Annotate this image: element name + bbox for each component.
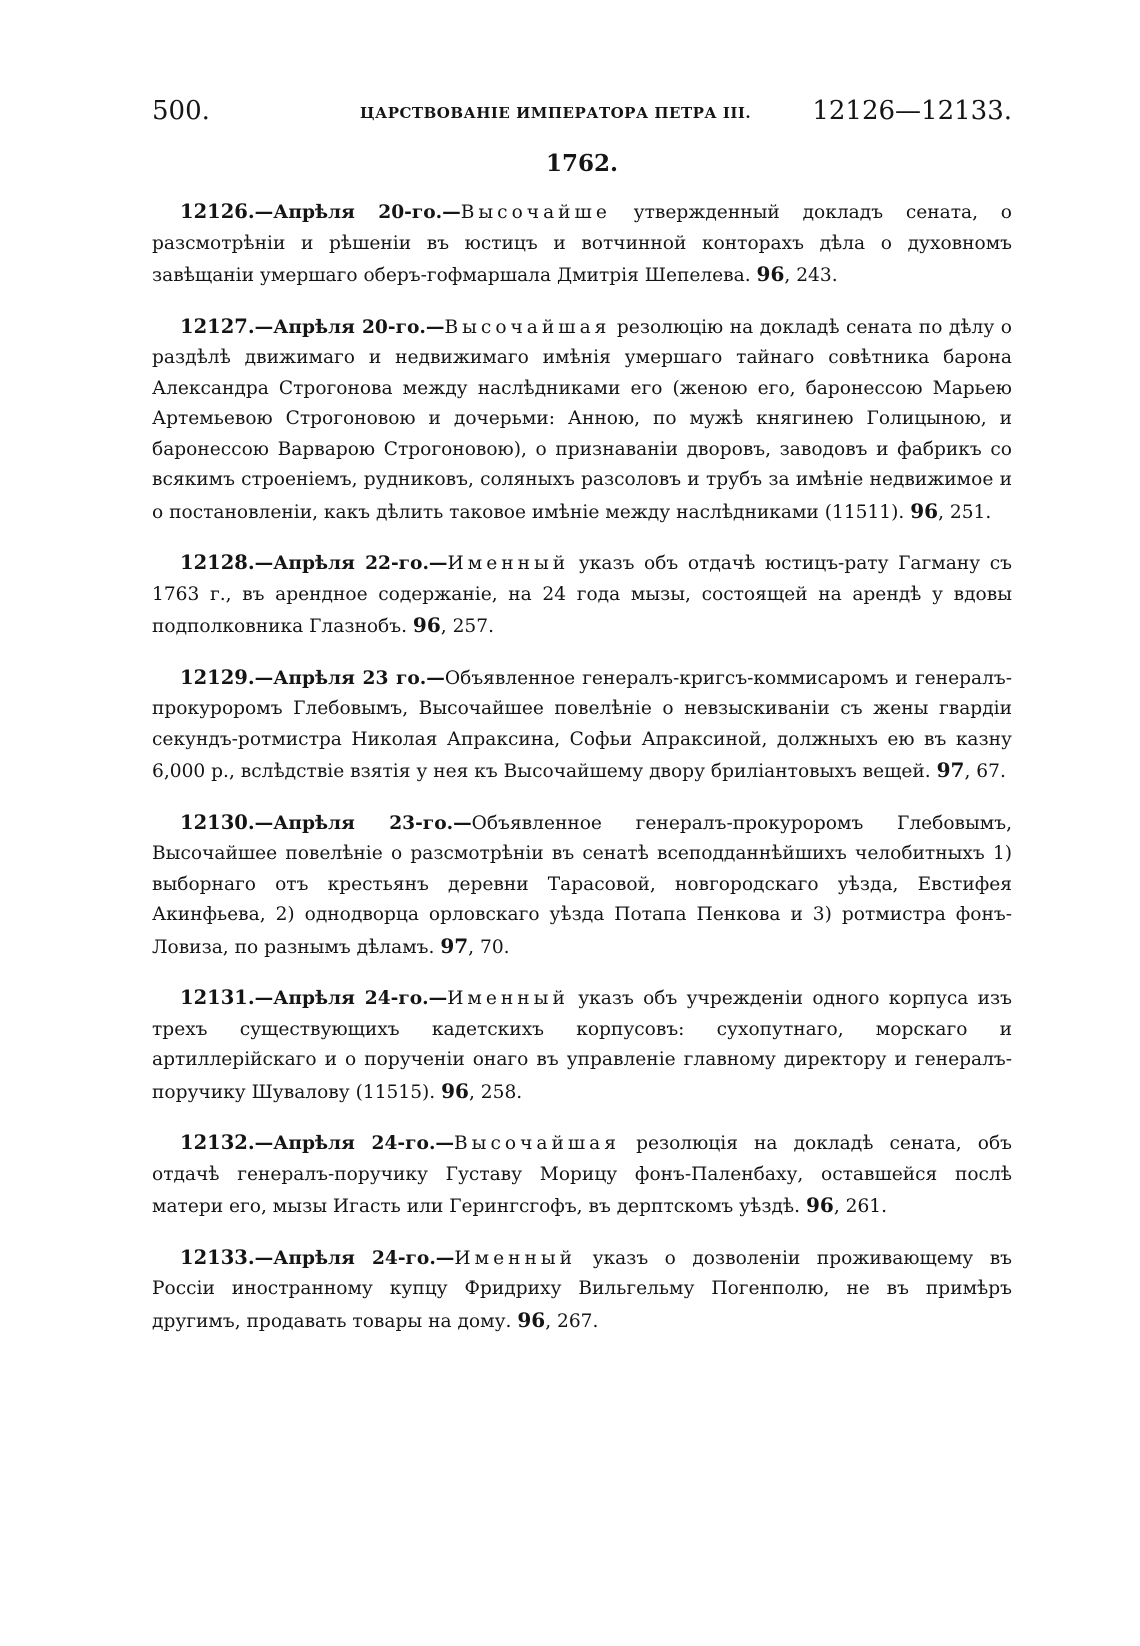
entry-date: —Апрѣля 24-го.— [254,1247,455,1269]
entry-keyword: Именный [447,553,570,574]
entry-number: 12130. [180,810,255,834]
entry-page: , 67. [964,761,1006,782]
entry-volume: 96 [517,1307,546,1332]
year-heading: 1762. [545,150,619,177]
entry-keyword: Высочайшая [454,1133,620,1154]
entry-volume: 96 [805,1193,834,1217]
entry-page: , 257. [440,616,494,637]
entry-keyword: Именный [447,988,569,1009]
entry-date: —Апрѣля 23 го.— [254,667,445,689]
entry-volume: 96 [441,1078,469,1103]
running-head [152,96,1012,136]
entry-number: 12132. [180,1131,255,1154]
page-content [152,96,1012,1357]
entry-text: указъ объ учрежденіи одного корпуса изъ трехъ существующихъ кадетскихъ корпусовъ: сухопутнаго, морскаго и артиллерійскаго и о порученіи онаго въ управленіе главному директору и генералъ-поручику Шувалову (11515). [152,988,1012,1103]
entry-12126 [152,197,1012,292]
entry-volume: 97 [440,933,469,958]
entry-12128 [152,548,1012,643]
entry-12133 [152,1243,1012,1338]
entry-12130 [152,808,1012,964]
running-title: ЦАРСТВОВАНІЕ ИМПЕРАТОРА ПЕТРА III. [360,104,752,122]
entry-text: резолюція на докладѣ сената, объ отдачѣ генералъ-поручику Густаву Морицу фонъ-Паленбаху, оставшейся послѣ матери его, мызы Игасть или Герингсгофъ, въ дерптскомъ уѣздѣ. [152,1133,1012,1217]
entry-12129 [152,663,1012,788]
entry-date: —Апрѣля 24-го.— [254,1133,455,1154]
entry-page: , 251. [938,501,992,523]
entry-text: утвержденный докладъ сената, о разсмотрѣніи и рѣшеніи въ юстицъ и вотчинной конторахъ дѣла о духовномъ завѣщаніи умершаго оберъ-гофмаршала Дмитрія Шепелева. [152,202,1012,286]
entry-number: 12131. [180,986,255,1009]
page-number: 500. [152,96,210,126]
entry-number: 12128. [180,551,255,574]
entry-volume: 96 [412,613,441,637]
entries-list [152,197,1012,1337]
entry-text: Объявленное генералъ-прокуроромъ Глебовымъ, Высочайшее повелѣніе о разсмотрѣніи въ сенатѣ всеподданнѣйшихъ челобитныхъ 1) выборнаго отъ крестьянъ деревни Тарасовой, новгородскаго уѣзда, Евстифея Акинфьева, 2) однодворца орловскаго уѣзда Потапа Пенкова и 3) ротмистра фонъ-Ловиза, по разнымъ дѣламъ. [152,812,1012,958]
entry-page: , 70. [468,936,510,958]
entry-volume: 96 [910,498,939,523]
entry-text: резолюцію на докладѣ сената по дѣлу о раздѣлѣ движимаго и недвижимаго имѣнія умершаго тайнаго совѣтника барона Александра Строгонова между наслѣдниками его (женою его, баронессою Марьею Артемьевою Строгоновою и дочерьми: Анною, по мужѣ княгинею Голицыною, и баронессою Варварою Строгоновою), о признаваніи дворовъ, заводовъ и фабрикъ со всякимъ строеніемъ, рудниковъ, соляныхъ разсоловъ и трубъ за имѣніе недвижимое и о постановленіи, какъ дѣлить таковое имѣніе между наслѣдниками (11511). [152,316,1013,523]
entry-date: —Апрѣля 20-го.— [254,202,461,223]
entry-date: —Апрѣля 20-го.— [254,316,445,338]
entry-page: , 261. [833,1196,888,1217]
entry-number: 12127. [180,314,255,338]
entry-volume: 96 [756,262,785,286]
entry-volume: 97 [936,758,965,782]
entry-keyword: Именный [454,1247,577,1269]
entry-number: 12126. [180,200,255,223]
entry-12127 [152,312,1012,529]
entry-date: —Апрѣля 22-го.— [254,553,448,574]
entry-keyword: Высочайшая [444,316,611,338]
entry-number: 12129. [180,665,255,689]
entry-page: , 243. [784,265,838,286]
entry-12131 [152,983,1012,1108]
entry-text: указъ о дозволеніи проживающему въ Россіи иностранному купцу Фридриху Вильгельму Погенполю, не въ примѣръ другимъ, продавать товары на дому. [152,1247,1012,1332]
entry-range: 12126—12133. [812,96,1012,126]
entry-date: —Апрѣля 23-го.— [254,812,472,834]
entry-12132 [152,1128,1012,1223]
entry-page: , 258. [468,1081,523,1103]
entry-keyword: Высочайше [460,202,611,223]
entry-page: , 267. [545,1310,599,1332]
entry-number: 12133. [180,1245,255,1269]
entry-date: —Апрѣля 24-го.— [254,988,448,1009]
entry-text: Объявленное генералъ-кригсъ-коммисаромъ и генералъ-прокуроромъ Глебовымъ, Высочайшее повелѣніе о невзыскиваніи съ жены гвардіи секундъ-ротмистра Николая Апраксина, Софьи Апраксиной, должныхъ ею въ казну 6,000 р., вслѣдствіе взятія у нея къ Высочайшему двору бриліантовыхъ вещей. [152,667,1012,782]
entry-text: указъ объ отдачѣ юстицъ-рату Гагману съ 1763 г., въ арендное содержаніе, на 24 года мызы, состоящей на арендѣ у вдовы подполковника Глазнобъ. [152,553,1012,637]
